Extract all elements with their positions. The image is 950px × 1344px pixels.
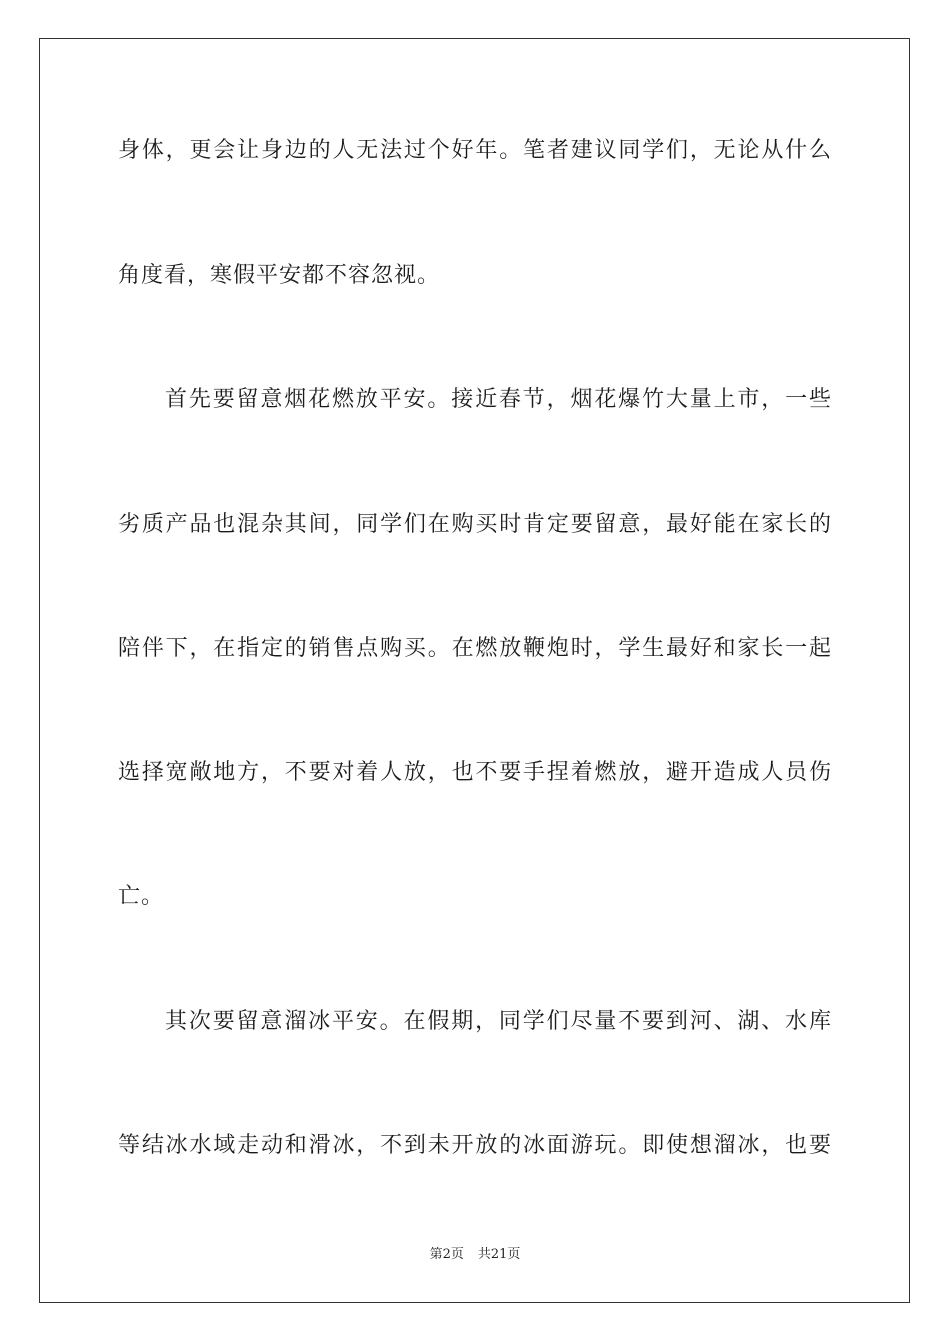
body-text-line: 陪伴下，在指定的销售点购买。在燃放鞭炮时，学生最好和家长一起: [118, 636, 832, 661]
page-border: [39, 38, 910, 1303]
body-text-line: 选择宽敞地方，不要对着人放，也不要手捏着燃放，避开造成人员伤: [118, 760, 832, 785]
body-text-line: 劣质产品也混杂其间，同学们在购买时肯定要留意，最好能在家长的: [118, 512, 832, 537]
body-text-line: 亡。: [118, 884, 165, 909]
body-text-line: 等结冰水域走动和滑冰，不到未开放的冰面游玩。即使想溜冰，也要: [118, 1133, 832, 1158]
page-footer: [0, 1246, 950, 1264]
body-text-line: 身体，更会让身边的人无法过个好年。笔者建议同学们，无论从什么: [118, 138, 832, 163]
page-total: 共21页: [477, 1247, 521, 1262]
paragraph-first-line: 首先要留意烟花燃放平安。接近春节，烟花爆竹大量上市，一些: [165, 387, 832, 412]
paragraph-first-line: 其次要留意溜冰平安。在假期，同学们尽量不要到河、湖、水库: [165, 1009, 832, 1034]
page-number: 第2页: [429, 1247, 464, 1262]
body-text-line: 角度看，寒假平安都不容忽视。: [118, 263, 441, 288]
